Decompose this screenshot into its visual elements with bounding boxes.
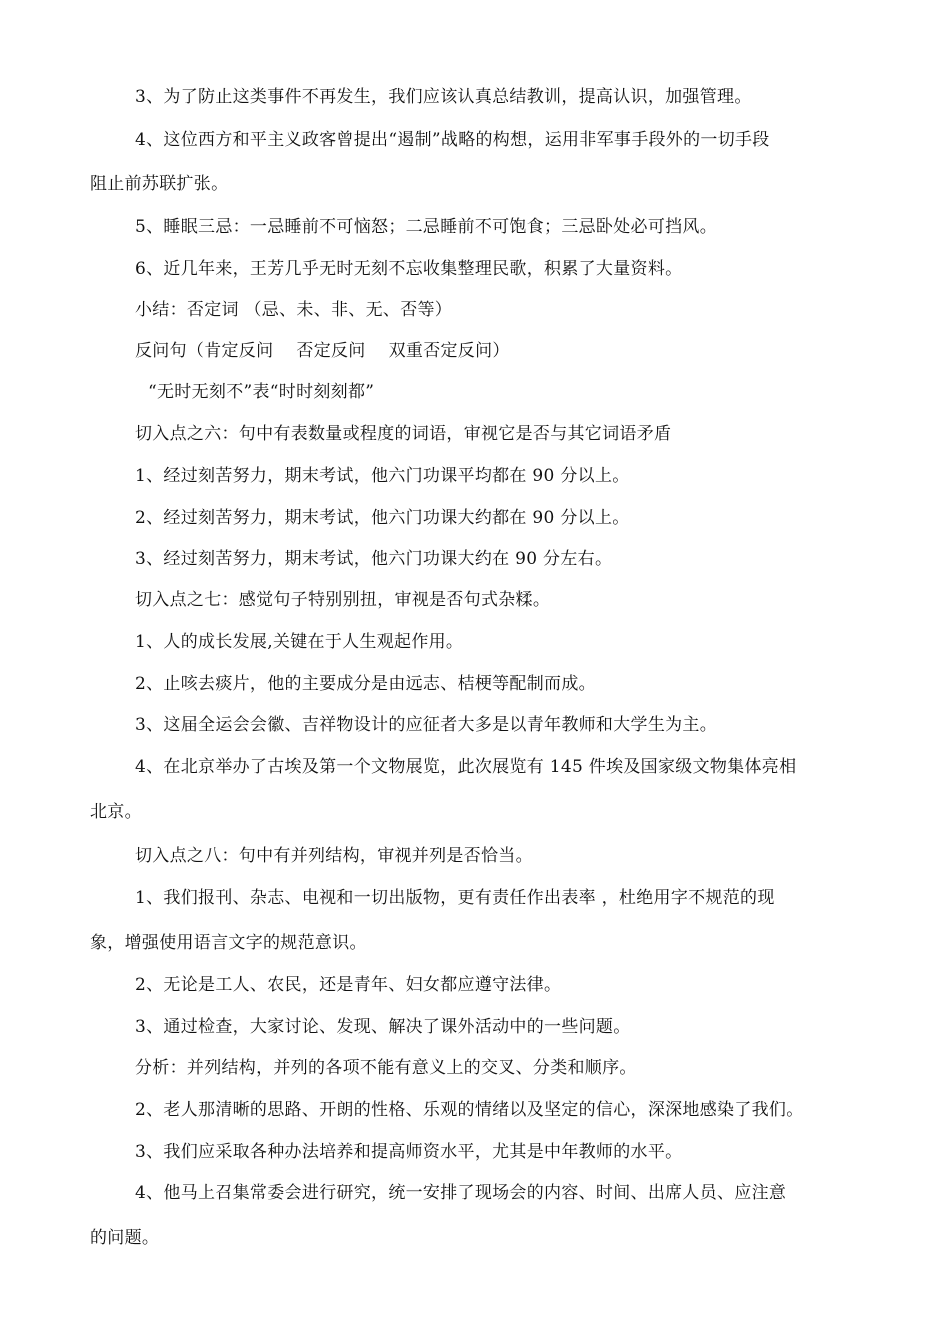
text-line: “无时无刻不”表“时时刻刻都”	[148, 382, 375, 402]
text-line: 5、睡眠三忌：一忌睡前不可恼怒；二忌睡前不可饱食；三忌卧处必可挡风。	[135, 217, 718, 237]
section-heading: 切入点之六：句中有表数量或程度的词语，审视它是否与其它词语矛盾	[135, 424, 672, 444]
text-line: 3、这届全运会会徽、吉祥物设计的应征者大多是以青年教师和大学生为主。	[135, 715, 718, 735]
text-line: 分析：并列结构，并列的各项不能有意义上的交叉、分类和顺序。	[135, 1058, 637, 1078]
text-line: 1、经过刻苦努力，期末考试，他六门功课平均都在 90 分以上。	[135, 466, 630, 486]
text-line: 的问题。	[90, 1228, 160, 1248]
text-line: 3、经过刻苦努力，期末考试，他六门功课大约在 90 分左右。	[135, 549, 613, 569]
text-line: 阻止前苏联扩张。	[90, 174, 229, 194]
text-line: 3、我们应采取各种办法培养和提高师资水平，尤其是中年教师的水平。	[135, 1142, 683, 1162]
section-heading: 切入点之七：感觉句子特别别扭，审视是否句式杂糅。	[135, 590, 551, 610]
text-line: 2、无论是工人、农民，还是青年、妇女都应遵守法律。	[135, 975, 562, 995]
text-line: 反问句（肯定反问 否定反问 双重否定反问）	[135, 341, 510, 361]
text-line: 北京。	[90, 802, 142, 822]
text-line: 4、这位西方和平主义政客曾提出“遏制”战略的构想，运用非军事手段外的一切手段	[135, 130, 770, 150]
section-heading: 切入点之八：句中有并列结构，审视并列是否恰当。	[135, 846, 533, 866]
text-line: 6、近几年来，王芳几乎无时无刻不忘收集整理民歌，积累了大量资料。	[135, 259, 683, 279]
text-line: 2、止咳去痰片，他的主要成分是由远志、桔梗等配制而成。	[135, 674, 596, 694]
text-line: 4、在北京举办了古埃及第一个文物展览，此次展览有 145 件埃及国家级文物集体亮相	[135, 757, 797, 777]
text-line: 1、人的成长发展,关键在于人生观起作用。	[135, 632, 464, 652]
text-line: 2、经过刻苦努力，期末考试，他六门功课大约都在 90 分以上。	[135, 508, 630, 528]
text-line: 4、他马上召集常委会进行研究，统一安排了现场会的内容、时间、出席人员、应注意	[135, 1183, 787, 1203]
text-line: 小结：否定词 （忌、未、非、无、否等）	[135, 300, 453, 320]
text-line: 2、老人那清晰的思路、开朗的性格、乐观的情绪以及坚定的信心，深深地感染了我们。	[135, 1100, 804, 1120]
text-line: 1、我们报刊、杂志、电视和一切出版物，更有责任作出表率 ，杜绝用字不规范的现	[135, 888, 775, 908]
text-line: 象，增强使用语言文字的规范意识。	[90, 933, 367, 953]
text-line: 3、通过检查，大家讨论、发现、解决了课外活动中的一些问题。	[135, 1017, 631, 1037]
text-line: 3、为了防止这类事件不再发生，我们应该认真总结教训，提高认识，加强管理。	[135, 87, 752, 107]
